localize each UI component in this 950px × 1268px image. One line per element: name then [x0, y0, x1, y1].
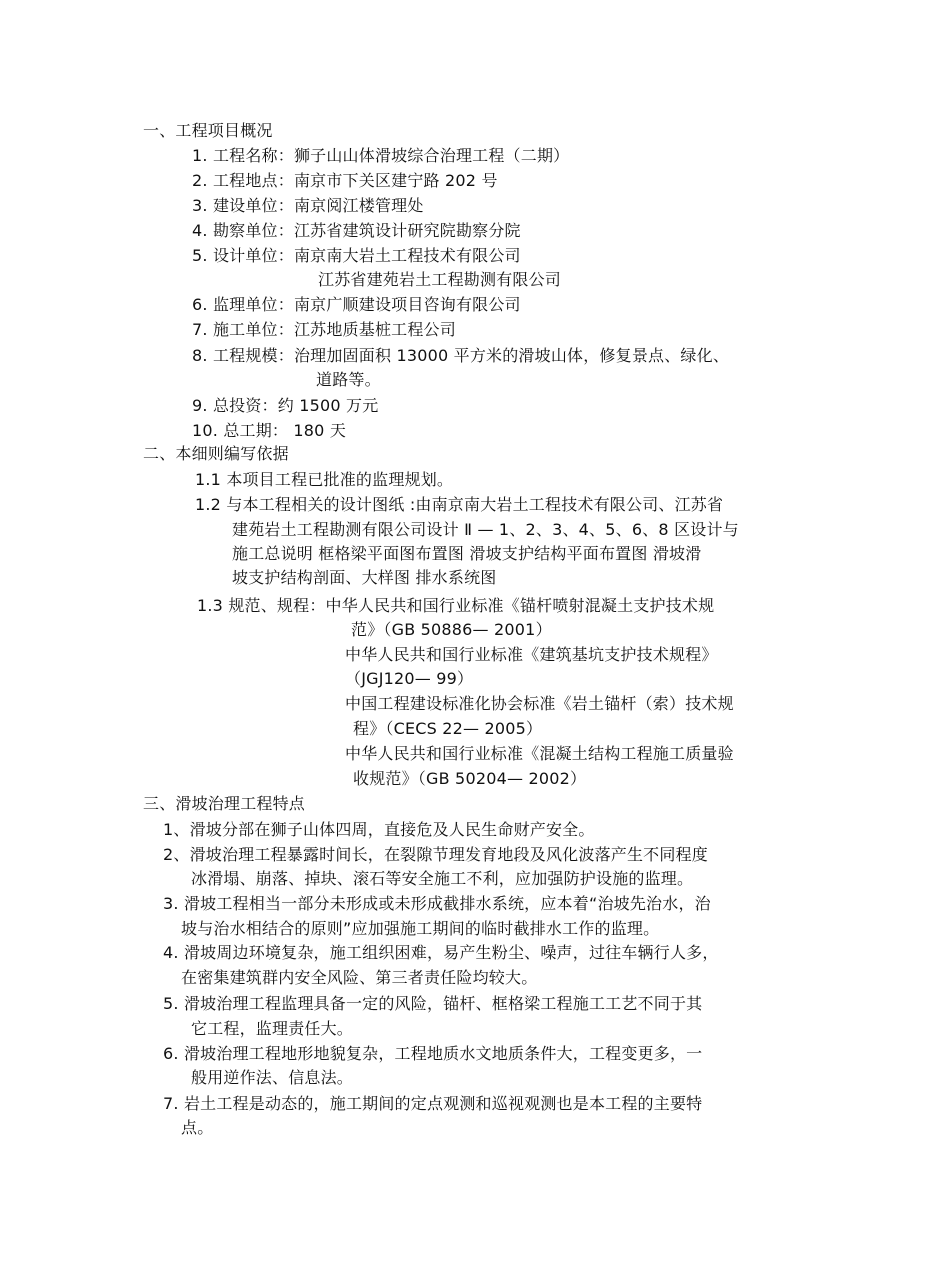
feature-line: 2、滑坡治理工程暴露时间长，在裂隙节理发育地段及风化波落产生不同程度 [163, 845, 708, 864]
basis-line: 坡支护结构剖面、大样图 排水系统图 [232, 568, 497, 587]
feature-line: 3. 滑坡工程相当一部分未形成或未形成截排水系统，应本着“治坡先治水，治 [163, 894, 711, 913]
feature-line: 7. 岩土工程是动态的，施工期间的定点观测和巡视观测也是本工程的主要特 [163, 1094, 703, 1113]
supervision-unit: 6. 监理单位：南京广顺建设项目咨询有限公司 [192, 295, 521, 314]
basis-line: 建苑岩土工程勘测有限公司设计 Ⅱ — 1、2、3、4、5、6、8 区设计与 [232, 520, 739, 539]
feature-line: 般用逆作法、信息法。 [191, 1068, 354, 1087]
section2-heading: 二、本细则编写依据 [143, 444, 289, 463]
feature-line: 在密集建筑群内安全风险、第三者责任险均较大。 [181, 968, 538, 987]
basis-line: 范》（GB 50886— 2001） [351, 620, 552, 639]
basis-line: （JGJ120— 99） [345, 669, 474, 688]
feature-line: 6. 滑坡治理工程地形地貌复杂，工程地质水文地质条件大，工程变更多，一 [163, 1044, 703, 1063]
survey-unit: 4. 勘察单位：江苏省建筑设计研究院勘察分院 [192, 221, 521, 240]
section1-heading: 一、工程项目概况 [143, 121, 273, 140]
basis-line: 1.3 规范、规程：中华人民共和国行业标准《锚杆喷射混凝土支护技术规 [197, 596, 715, 615]
feature-line: 冰滑塌、崩落、掉块、滚石等安全施工不利，应加强防护设施的监理。 [191, 869, 694, 888]
feature-line: 1、滑坡分部在狮子山体四周，直接危及人民生命财产安全。 [163, 820, 595, 839]
basis-line: 中华人民共和国行业标准《建筑基坑支护技术规程》 [345, 645, 718, 664]
total-investment: 9. 总投资：约 1500 万元 [192, 396, 379, 415]
feature-line: 4. 滑坡周边环境复杂，施工组织困难，易产生粉尘、噪声，过往车辆行人多， [163, 943, 719, 962]
basis-line: 1.1 本项目工程已批准的监理规划。 [195, 470, 454, 489]
construction-unit: 3. 建设单位：南京阅江楼管理处 [192, 196, 424, 215]
project-scale: 8. 工程规模：治理加固面积 13000 平方米的滑坡山体，修复景点、绿化、 [192, 346, 730, 365]
basis-line: 收规范》（GB 50204— 2002） [353, 769, 587, 788]
basis-line: 程》（CECS 22— 2005） [353, 719, 543, 738]
project-name: 1. 工程名称：狮子山山体滑坡综合治理工程（二期） [192, 146, 570, 165]
basis-line: 1.2 与本工程相关的设计图纸 :由南京南大岩土工程技术有限公司、江苏省 [195, 495, 724, 514]
basis-line: 施工总说明 框格梁平面图布置图 滑坡支护结构平面布置图 滑坡滑 [232, 544, 702, 563]
section3-heading: 三、滑坡治理工程特点 [143, 794, 306, 813]
basis-line: 中国工程建设标准化协会标准《岩土锚杆（索）技术规 [345, 694, 734, 713]
project-location: 2. 工程地点：南京市下关区建宁路 202 号 [192, 171, 498, 190]
feature-line: 坡与治水相结合的原则”应加强施工期间的临时截排水工作的监理。 [181, 919, 660, 938]
basis-line: 中华人民共和国行业标准《混凝土结构工程施工质量验 [345, 744, 734, 763]
design-unit: 5. 设计单位：南京南大岩土工程技术有限公司 [192, 246, 521, 265]
feature-line: 点。 [181, 1118, 214, 1137]
design-unit-continued: 江苏省建苑岩土工程勘测有限公司 [318, 270, 562, 289]
feature-line: 5. 滑坡治理工程监理具备一定的风险，锚杆、框格梁工程施工工艺不同于其 [163, 994, 703, 1013]
contractor-unit: 7. 施工单位：江苏地质基桩工程公司 [192, 320, 456, 339]
feature-line: 它工程，监理责任大。 [191, 1019, 354, 1038]
project-scale-continued: 道路等。 [316, 370, 381, 389]
total-duration: 10. 总工期： 180 天 [192, 421, 347, 440]
